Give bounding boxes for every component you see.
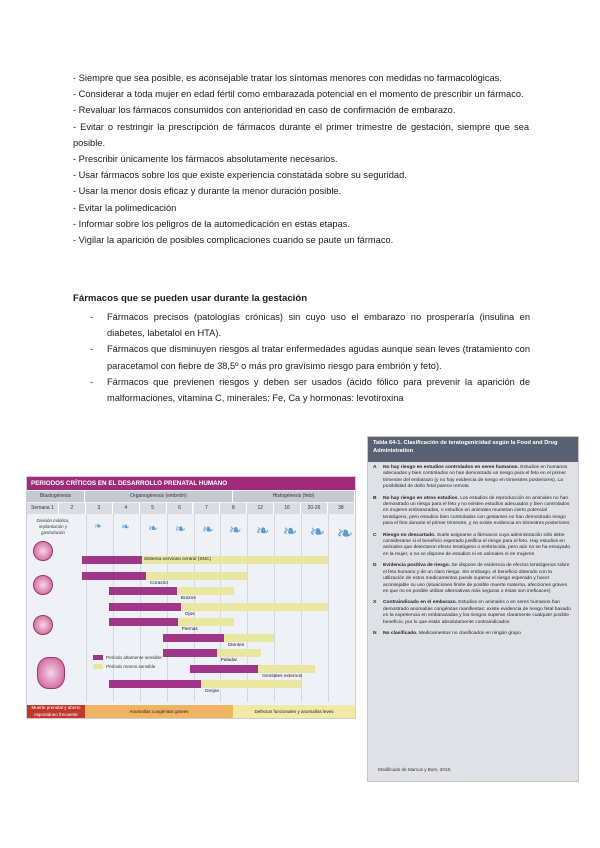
footer-minor-defects: Defectos funcionales y anomalías leves	[233, 705, 355, 718]
embryo-icon: ❧	[228, 522, 242, 539]
organ-bar	[109, 680, 301, 688]
drug-item-text: Fármacos precisos (patologías crónicas) sin cuyo uso el embarazo no prosperaría (insulina en diabetes, labetalol en HTA).	[107, 312, 530, 339]
stage-row	[27, 491, 355, 502]
week-column-label: 8	[220, 503, 247, 514]
organ-bar	[163, 649, 261, 657]
organ-label: Brazos	[180, 596, 196, 601]
organ-bar-less-sensitive	[217, 649, 261, 657]
figure-title: PERIODOS CRÍTICOS EN EL DESARROLLO PRENATAL HUMANO	[27, 477, 355, 490]
organ-bar-less-sensitive	[258, 665, 314, 673]
figure-footer	[27, 705, 355, 718]
embryo-icon: ❧	[309, 521, 326, 542]
organ-bar	[109, 587, 234, 595]
category-name: Riesgo no descartado.	[383, 532, 436, 538]
category-letter: D	[373, 563, 377, 569]
week-column-label: 6	[167, 503, 194, 514]
embryo-icon: ❧	[282, 521, 298, 541]
embryo-icon: ❧	[94, 521, 103, 531]
category-letter: N	[373, 630, 377, 636]
embryo-icon: ❧	[121, 522, 130, 533]
drug-item: - Fármacos precisos (patologías crónicas) sin cuyo uso el embarazo no prosperaría (insulina en diabetes, labetalol en HTA).	[90, 312, 530, 339]
legend-high-swatch	[93, 655, 103, 660]
recommendation-item: - Evitar o restringir la prescripción de fármacos durante el primer trimestre de gestación, siempre que sea posible.	[73, 121, 529, 148]
category-text: Los estudios de reproducción en animales no han demostrado un riesgo para el feto y no existen estudios adecuados y bien controlados en mujeres embarazadas, o estudios en animales muestran cierto potencial teratógeno, pero estudios bien controlados con gestantes no han demostrado riesgo para el feto durante el primer trimestre, y no existe evidencia en trimestres posteriores	[383, 495, 570, 527]
week-column-label: 5	[140, 503, 167, 514]
week-column-label: 7	[194, 503, 221, 514]
organ-label: Piernas	[181, 627, 198, 632]
category-letter: C	[373, 532, 377, 538]
week-column-label: 20-26	[301, 503, 328, 514]
embryo-illustration	[37, 657, 65, 689]
drug-item: - Fármacos que disminuyen riesgos al tratar enfermedades agudas aunque sean leves (tratamiento con paracetamol con fiebre de 38,5º o más pro gravísimo riesgo para embrión y feto).	[90, 344, 530, 371]
week-column-label: 12	[247, 503, 274, 514]
organ-bar-sensitive	[109, 618, 178, 626]
organ-label: Genitales externos	[262, 673, 303, 679]
organ-bar	[82, 572, 247, 580]
organ-bar	[190, 665, 315, 673]
category-row	[373, 465, 573, 491]
organ-bar	[109, 603, 328, 611]
category-row	[373, 631, 573, 637]
recommendation-item: - Considerar a toda mujer en edad fértil como embarazada potencial en el momento de prescribir un fármaco.	[73, 89, 524, 100]
recommendation-item: - Prescribir únicamente los fármacos absolutamente necesarios.	[73, 154, 338, 165]
organ-bar-sensitive	[109, 603, 181, 611]
recommendation-item: - Revaluar los fármacos consumidos con anterioridad en caso de confirmación de embarazo.	[73, 105, 456, 116]
organ-bar	[109, 618, 234, 626]
embryo-icon: ❧	[148, 522, 158, 535]
stage-histogenesis: Histogénesis (feto)	[233, 491, 355, 502]
stage-blastogenesis: Blastogénesis	[27, 491, 85, 502]
organ-bar	[163, 634, 275, 642]
week-label: Semana 1	[27, 503, 59, 514]
critical-periods-figure	[26, 476, 356, 719]
week-grid-line	[328, 514, 329, 702]
category-row	[373, 600, 573, 626]
legend-low-swatch	[93, 664, 103, 669]
figure-legend	[93, 653, 162, 671]
category-letter: B	[373, 495, 377, 501]
week-column-label: 38	[328, 503, 355, 514]
embryo-icon: ❧	[201, 521, 214, 537]
category-row	[373, 496, 573, 528]
category-letter: A	[373, 465, 377, 470]
side-text: División mitótica, implantación y gastrulación	[36, 518, 70, 535]
recommendation-item: - Usar la menor dosis eficaz y durante la menor duración posible.	[73, 186, 342, 197]
organ-bar-sensitive	[163, 649, 217, 657]
organ-bar-sensitive	[109, 680, 201, 688]
week-column-label: 4	[113, 503, 140, 514]
embryo-icon: ❧	[336, 523, 354, 545]
section-title: Fármacos que se pueden usar durante la gestación	[73, 293, 308, 304]
legend-low-label: Período menos sensible	[106, 664, 156, 669]
fda-classification-table	[367, 436, 579, 782]
legend-high	[93, 653, 162, 662]
category-name: No hay riesgo en otros estudios.	[383, 495, 459, 501]
organ-bar-sensitive	[82, 572, 146, 580]
category-text: Estudios en animales o en seres humanos han demostrado anomalías congénitas manifiestas; existe evidencia de riesgo fetal basado en la experiencia en embarazadas y los riesgos superan claramente cualquier posible beneficio, por lo que están absolutamente contraindicados	[383, 600, 571, 625]
embryo-icon: ❧	[255, 522, 270, 540]
organ-label: Corazón	[149, 580, 169, 586]
organ-bar-less-sensitive	[181, 603, 328, 611]
category-text: Se dispone de evidencia de efectos teratógenos sobre el feto humano y de un claro riesgo. Sin embargo, el beneficio obtenido con la utilización de estos medicamentos puede superar el riesgo esperado y hacer aconsejable su uso (situaciones límite de posible muerte materna, afecciones graves en que no es posible utilizar alternativas más seguras o éstas son ineficaces)	[383, 563, 570, 594]
recommendation-item: - Evitar la polimedicación	[73, 202, 177, 213]
legend-low	[93, 662, 162, 671]
implantation-illustration	[33, 575, 53, 595]
recommendations-list	[73, 70, 529, 248]
organ-label: Sistema nervioso central (SNC)	[143, 557, 212, 562]
category-text: Suele asignarse a fármacos cuya administración sólo debe considerarse si el beneficio esperado justifica el riesgo para el feto. Hay estudios en animales que detectaron efecto teratógeno o embriocida, pero aún no se ha ensayado en la mujer, o no se dispone de estudios ni en animales ni en mujeres	[383, 532, 571, 557]
organ-bar-less-sensitive	[146, 572, 247, 580]
week-row	[27, 503, 355, 514]
organ-bar-less-sensitive	[201, 680, 301, 688]
recommendation-item: - Vigilar la aparición de posibles complicaciones cuando se paute un fármaco.	[73, 235, 394, 246]
category-name: Contraindicado en el embarazo.	[383, 600, 457, 606]
gastrula-illustration	[33, 615, 53, 635]
category-row	[373, 563, 573, 595]
week-column-label: 2	[59, 503, 86, 514]
organ-label: Ojos	[184, 611, 195, 617]
drug-item-text: Fármacos que disminuyen riesgos al tratar enfermedades agudas aunque sean leves (tratamiento con paracetamol con fiebre de 38,5º o más pro gravísimo riesgo para embrión y feto).	[107, 344, 530, 371]
organ-bar-less-sensitive	[178, 618, 234, 626]
category-name: Evidencia positiva de riesgo.	[383, 563, 451, 569]
week-column-label: 16	[274, 503, 301, 514]
organ-bar-less-sensitive	[224, 634, 274, 642]
blastocyst-illustration	[33, 541, 53, 561]
week-grid-line	[86, 514, 87, 702]
category-row	[373, 533, 573, 559]
category-name: No clasificado.	[383, 630, 418, 636]
recommendation-item: - Informar sobre los peligros de la automedicación en estas etapas.	[73, 218, 350, 229]
organ-label: Dientes	[227, 642, 245, 648]
legend-high-label: Período altamente sensible	[106, 655, 162, 660]
footer-major-anomalies: Anomalías congénitas graves	[85, 705, 233, 718]
drug-item-text: Fármacos que previenen riesgos y deben ser usados (ácido fólico para prevenir la aparición de malformaciones, vitamina C, minerales: Fe, Ca y hormonas: levotiroxina	[107, 376, 530, 404]
week-column-label: 3	[86, 503, 113, 514]
recommendation-item: - Usar fármacos sobre los que existe experiencia constatada sobre su seguridad.	[73, 170, 407, 181]
category-text: Estudios en humanos adecuados y bien controlados no han demostrado un riesgo para el feto en el primer trimestre del embarazo (y no hay evidencia de riesgo en trimestres posteriores). La posibilidad de daño fetal parece remota	[383, 465, 568, 490]
organ-bar-sensitive	[163, 634, 224, 642]
organ-label: Orejas	[204, 689, 219, 694]
category-name: No hay riesgo en estudios controlados en seres humanos.	[383, 465, 519, 470]
drug-list	[90, 309, 530, 406]
drug-item: - Fármacos que previenen riesgos y deben ser usados (ácido fólico para prevenir la aparición de malformaciones, vitamina C, minerales: Fe, Ca y hormonas: levotiroxina	[90, 376, 530, 404]
organ-bar-sensitive	[82, 556, 142, 564]
week-grid-line	[355, 514, 356, 702]
organ-bar-sensitive	[190, 665, 259, 673]
table-source-note: Modificado de Marcus y Bom, 2018.	[378, 767, 452, 772]
category-letter: X	[373, 600, 377, 606]
footer-prenatal-death: Muerte prenatal y aborto espontáneo frecuente	[27, 705, 85, 718]
organ-bar-less-sensitive	[177, 587, 234, 595]
category-text: Medicamentos no clasificados en ningún grupo	[418, 630, 521, 636]
table-title: Tabla 64-1. Clasificación de teratogenicidad según la Food and Drug Administration	[368, 437, 578, 462]
organ-label: Paladar	[220, 658, 238, 663]
table-body	[373, 465, 573, 642]
stage-organogenesis: Organogénesis (embrión)	[85, 491, 233, 502]
recommendation-item: - Siempre que sea posible, es aconsejable tratar los síntomas menores con medidas no farmacológicas.	[73, 73, 502, 83]
organ-bar-sensitive	[109, 587, 177, 595]
embryo-icon: ❧	[175, 521, 186, 536]
